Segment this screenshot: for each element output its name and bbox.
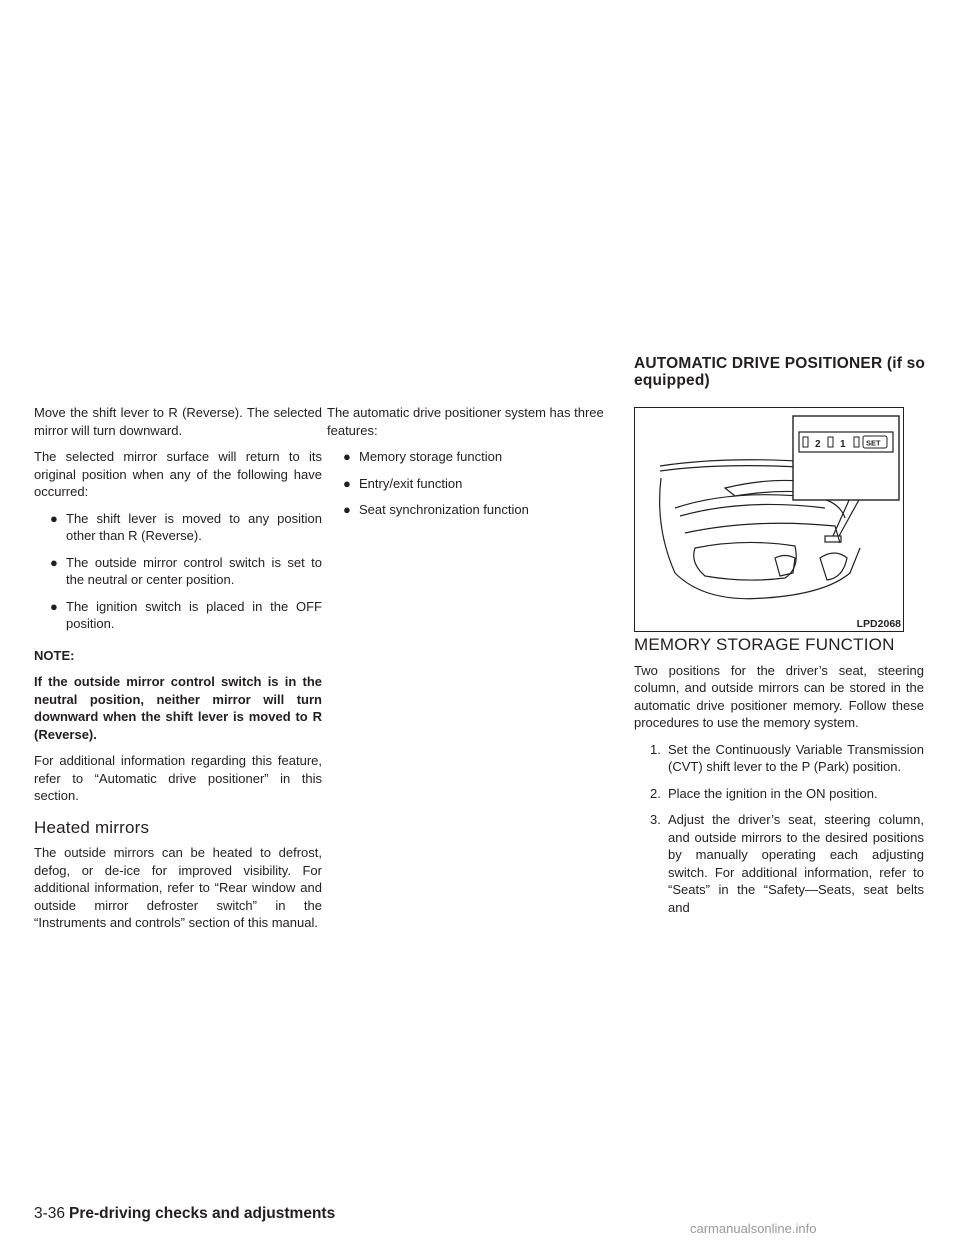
paragraph: Two positions for the driver’s seat, steering column, and outside mirrors can be stored in the automatic drive positioner memory. Follow these procedures to use the memory system. (634, 662, 924, 730)
door-panel-figure (634, 407, 904, 632)
step-text: Place the ignition in the ON position. (668, 785, 878, 801)
list-item (50, 598, 322, 633)
list-item-text: The outside mirror control switch is set to the neutral or center position. (66, 554, 322, 587)
paragraph: The automatic drive positioner system has three features: (327, 405, 604, 438)
bullet-icon: ● (343, 449, 351, 464)
memory-storage-heading: MEMORY STORAGE FUNCTION (634, 635, 895, 654)
list-item (50, 554, 322, 589)
column-right (634, 636, 924, 925)
memory-button-2-label: 2 (815, 439, 821, 450)
paragraph: The selected mirror surface will return to its original position when any of the following have occurred: (34, 449, 322, 499)
list-item (343, 475, 617, 493)
door-illustration (635, 408, 903, 631)
note-label: NOTE: (34, 647, 75, 663)
section-heading: AUTOMATIC DRIVE POSITIONER (if so equipped) (634, 355, 926, 389)
paragraph: For additional information regarding this feature, refer to “Automatic drive positioner” in this section. (34, 753, 322, 803)
page-number: 3-36 (34, 1205, 66, 1222)
set-button-label: SET (866, 438, 881, 448)
list-item-text: The shift lever is moved to any position other than R (Reverse). (66, 510, 322, 543)
list-item-text: Entry/exit function (359, 475, 463, 491)
list-item (343, 501, 617, 519)
heated-mirrors-heading: Heated mirrors (34, 817, 150, 837)
bullet-icon: ● (50, 598, 58, 614)
step-number: 3. (650, 812, 661, 827)
list-item (650, 785, 924, 803)
chapter-title: Pre-driving checks and adjustments (69, 1205, 336, 1222)
bullet-icon: ● (343, 475, 351, 491)
column-middle (327, 404, 617, 528)
paragraph: Move the shift lever to R (Reverse). The selected mirror will turn downward. (34, 405, 322, 438)
list-item-text: Memory storage function (359, 449, 503, 464)
step-number: 2. (650, 785, 661, 801)
list-item (50, 510, 322, 545)
paragraph: The outside mirrors can be heated to defrost, defog, or de-ice for improved visibility. For additional information, refer to “Rear window and outside mirror defroster switch” in the “Instruments and controls” section of this manual. (34, 845, 322, 930)
step-text: Set the Continuously Variable Transmission (CVT) shift lever to the P (Park) position. (668, 741, 924, 774)
list-item (343, 448, 617, 466)
note-text: If the outside mirror control switch is in the neutral position, neither mirror will turn downward when the shift lever is moved to R (Reverse). (34, 674, 322, 742)
watermark: carmanualsonline.info (690, 1221, 817, 1236)
bullet-icon: ● (343, 502, 351, 517)
bullet-icon: ● (50, 554, 58, 570)
list-item-text: Seat synchronization function (359, 502, 529, 517)
memory-button-1-label: 1 (840, 439, 846, 450)
list-item (650, 741, 924, 776)
list-item-text: The ignition switch is placed in the OFF position. (66, 598, 322, 631)
figure-label: LPD2068 (856, 618, 901, 630)
column-left (34, 404, 322, 941)
page-footer (34, 1205, 335, 1223)
step-number: 1. (650, 741, 661, 757)
list-item (650, 811, 924, 916)
bullet-icon: ● (50, 510, 58, 526)
step-text: Adjust the driver’s seat, steering column, and outside mirrors to the desired positions by manually operating each adjusting switch. For additional information, refer to “Seats” in the “Safety—Seats, seat belts and (668, 812, 924, 915)
